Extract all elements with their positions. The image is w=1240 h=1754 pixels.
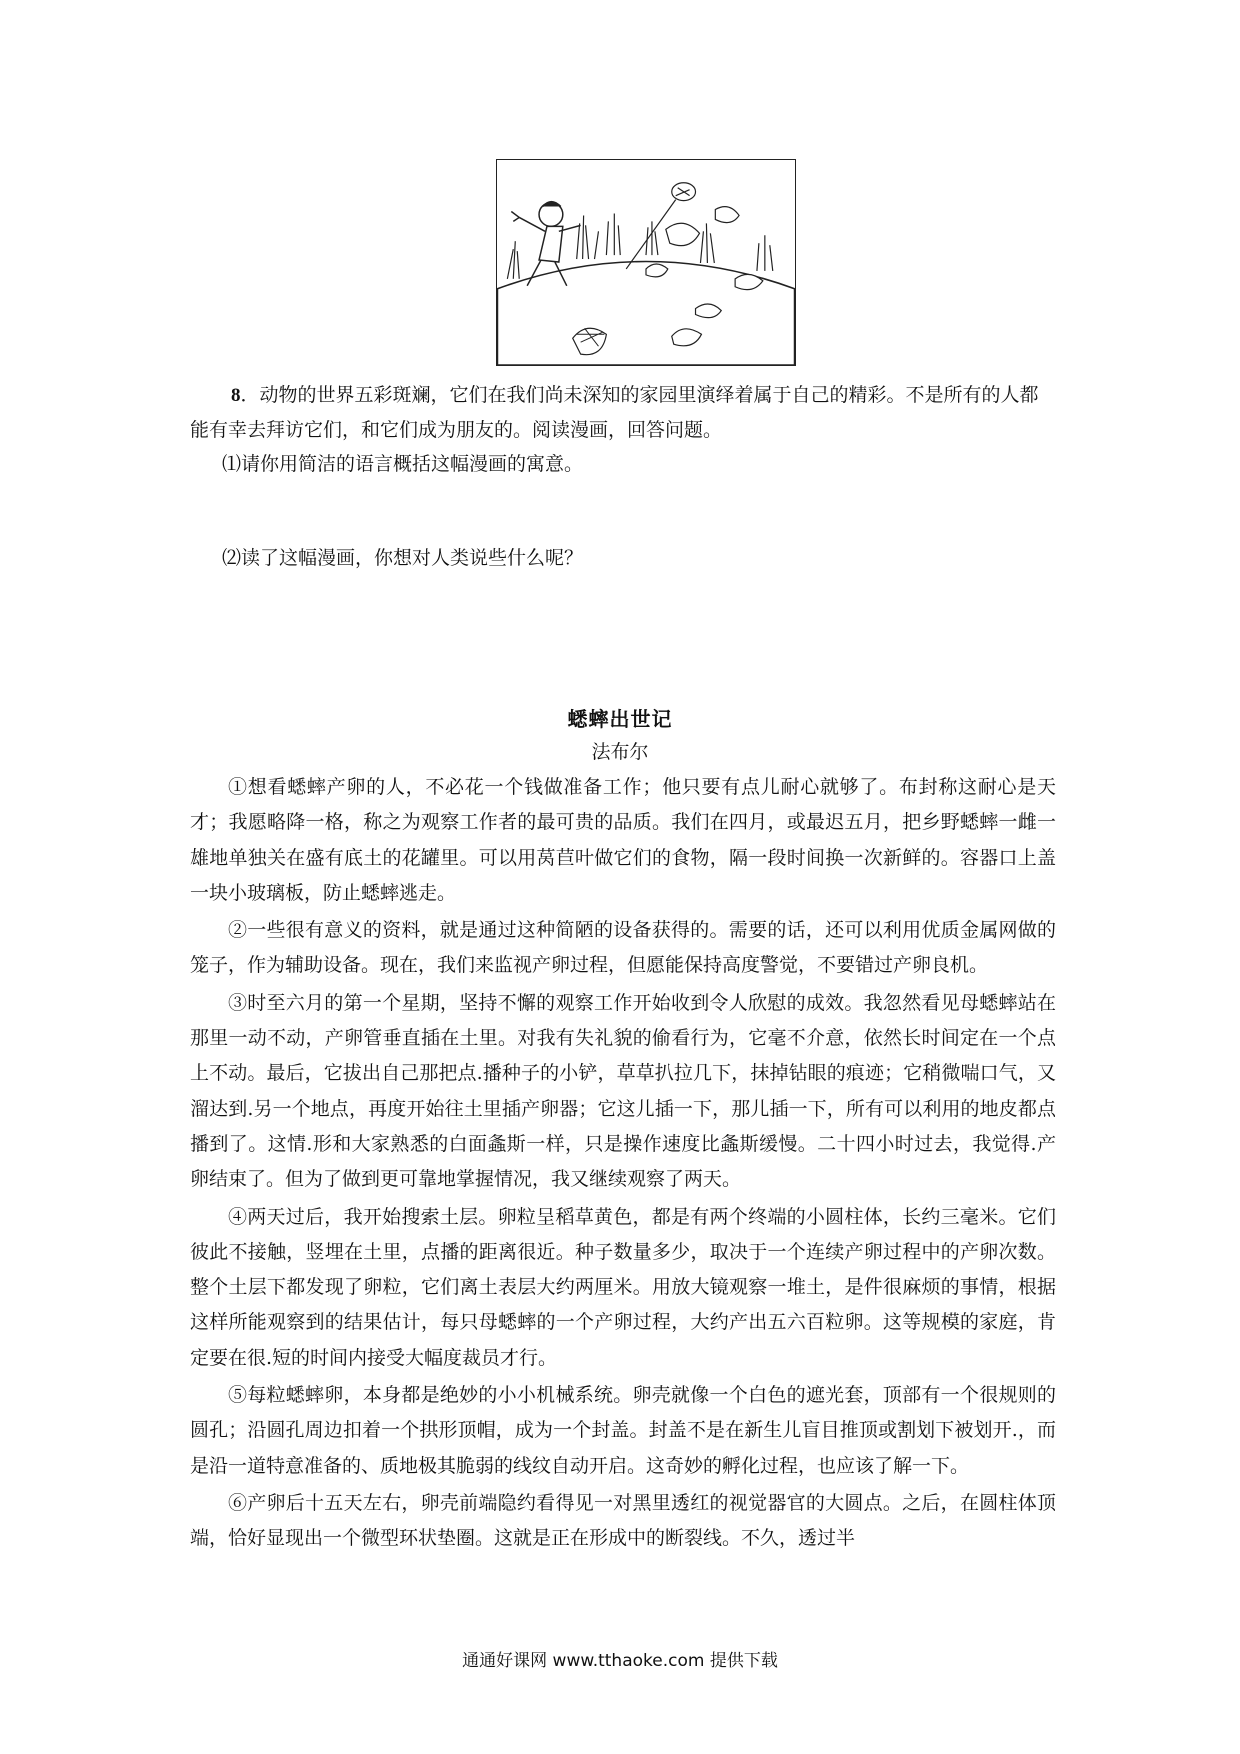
question-number: 8	[231, 385, 241, 406]
question-8-sub2: ⑵读了这幅漫画，你想对人类说些什么呢？	[222, 547, 584, 569]
question-8-intro	[190, 378, 1056, 447]
article-paragraph-2: ②一些很有意义的资料，就是通过这种简陋的设备获得的。需要的话，还可以利用优质金属网做的笼子，作为辅助设备。现在，我们来监视产卵过程，但愿能保持高度警觉，不要错过产卵良机。	[190, 919, 1056, 977]
question-8-separator: ．	[240, 384, 260, 406]
article-paragraph-1: ①想看蟋蟀产卵的人，不必花一个钱做准备工作；他只要有点儿耐心就够了。布封称这耐心是天才；我愿略降一格，称之为观察工作者的最可贵的品质。我们在四月，或最迟五月，把乡野蟋蟀一雌一雄地单独关在盛有底土的花罐里。可以用莴苣叶做它们的食物，隔一段时间换一次新鲜的。容器口上盖一块小玻璃板，防止蟋蟀逃走。	[190, 776, 1056, 904]
article-paragraph-4: ④两天过后，我开始搜索土层。卵粒呈稻草黄色，都是有两个终端的小圆柱体，长约三毫米。它们彼此不接触，竖埋在土里，点播的距离很近。种子数量多少，取决于一个连续产卵过程中的产卵次数。整个土层下都发现了卵粒，它们离土表层大约两厘米。用放大镜观察一堆土，是件很麻烦的事情，根据这样所能观察到的结果估计，每只母蟋蟀的一个产卵过程，大约产出五六百粒卵。这等规模的家庭，肯定要在很.短的时间内接受大幅度裁员才行。	[190, 1205, 1056, 1369]
article-body	[190, 770, 1056, 1559]
article-paragraph-6: ⑥产卵后十五天左右，卵壳前端隐约看得见一对黑里透红的视觉器官的大圆点。之后，在圆柱体顶端，恰好显现出一个微型环状垫圈。这就是正在形成中的断裂线。不久，透过半	[190, 1491, 1056, 1550]
article-author: 法布尔	[591, 741, 649, 763]
cartoon-illustration	[496, 159, 796, 366]
question-8-sub1: ⑴请你用简洁的语言概括这幅漫画的寓意。	[222, 453, 584, 475]
article-paragraph-3: ③时至六月的第一个星期，坚持不懈的观察工作开始收到令人欣慰的成效。我忽然看见母蟋蟀站在那里一动不动，产卵管垂直插在土里。对我有失礼貌的偷看行为，它毫不介意，依然长时间定在一个点上不动。最后，它拔出自己那把点.播种子的小铲，草草扒拉几下，抹掉钻眼的痕迹；它稍微喘口气，又溜达到.另一个地点，再度开始往土里插产卵器；它这儿插一下，那儿插一下，所有可以利用的地皮都点播到了。这情.形和大家熟悉的白面螽斯一样，只是操作速度比螽斯缓慢。二十四小时过去，我觉得.产卵结束了。但为了做到更可靠地掌握情况，我又继续观察了两天。	[190, 991, 1056, 1191]
article-paragraph-5: ⑤每粒蟋蟀卵，本身都是绝妙的小小机械系统。卵壳就像一个白色的遮光套，顶部有一个很规则的圆孔；沿圆孔周边扣着一个拱形顶帽，成为一个封盖。封盖不是在新生儿盲目推顶或割划下被划开.，而是沿一道特意准备的、质地极其脆弱的线纹自动开启。这奇妙的孵化过程，也应该了解一下。	[190, 1384, 1056, 1477]
question-8-text: 动物的世界五彩斑斓，它们在我们尚未深知的家园里演绎着属于自己的精彩。不是所有的人都能有幸去拜访它们，和它们成为朋友的。阅读漫画，回答问题。	[190, 384, 1039, 441]
page-footer: 通通好课网 www.tthaoke.com 提供下载	[462, 1651, 778, 1671]
cartoon-drawing	[497, 160, 795, 365]
article-title: 蟋蟀出世记	[567, 707, 673, 731]
